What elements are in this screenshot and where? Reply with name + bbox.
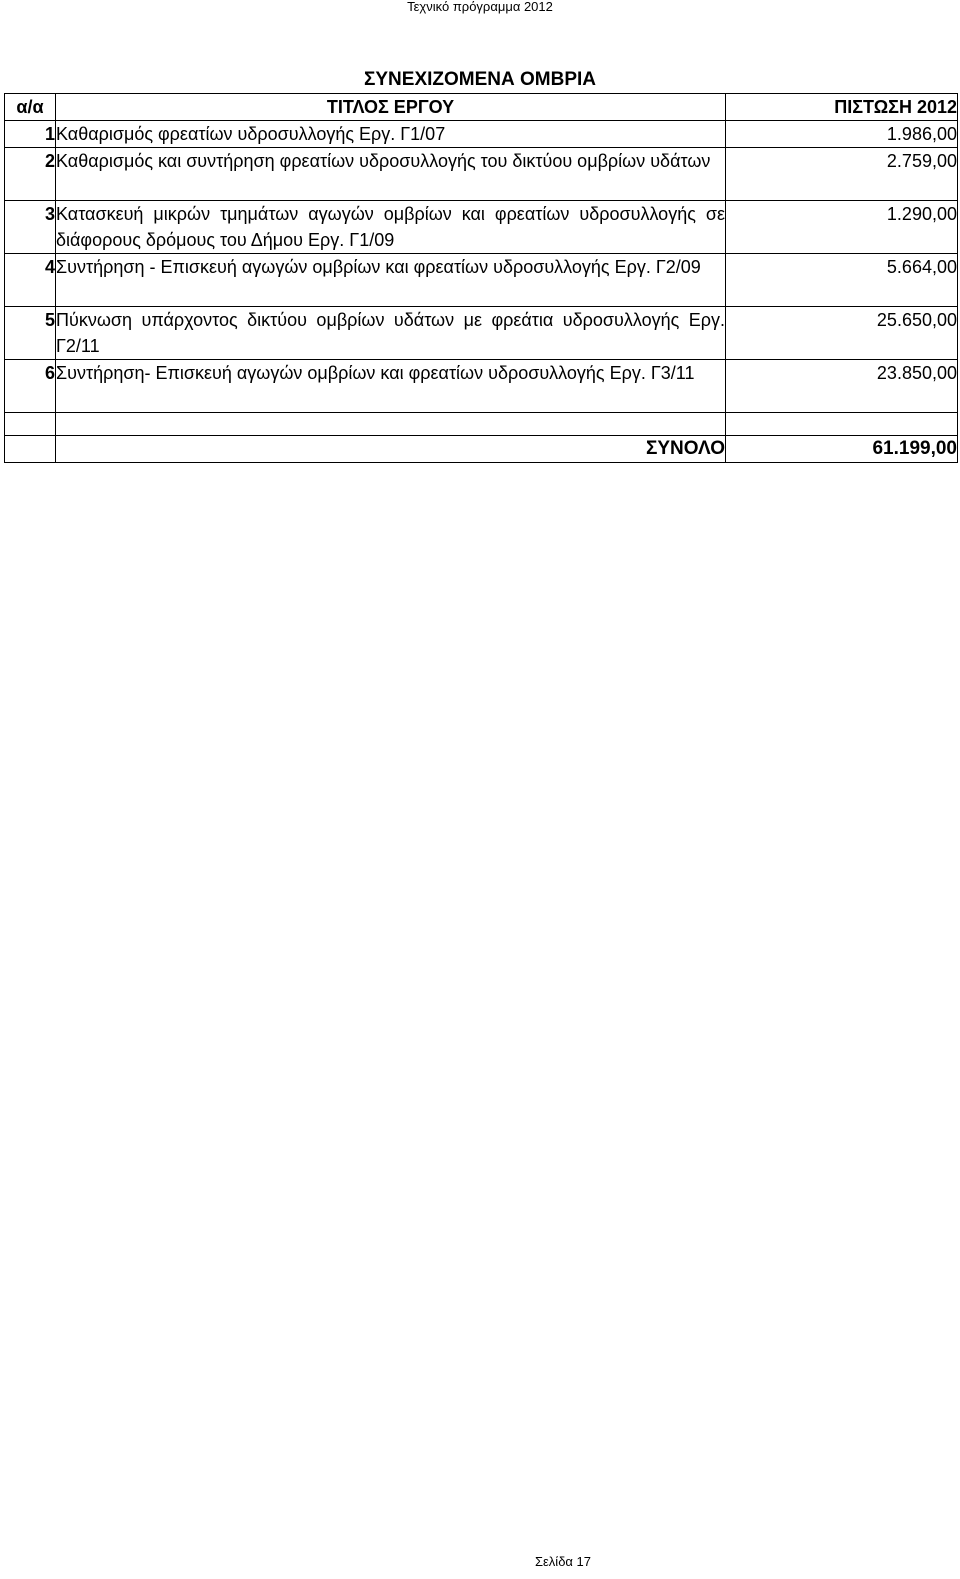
project-title: Συντήρηση - Επισκευή αγωγών ομβρίων και φρεατίων υδροσυλλογής Εργ. Γ2/09 <box>56 254 726 307</box>
empty-cell <box>5 413 56 436</box>
table-header-row <box>5 94 958 121</box>
row-number: 3 <box>5 201 56 254</box>
table-row <box>5 148 958 201</box>
works-table <box>4 93 958 463</box>
project-title: Συντήρηση- Επισκευή αγωγών ομβρίων και φρεατίων υδροσυλλογής Εργ. Γ3/11 <box>56 360 726 413</box>
project-credit: 1.986,00 <box>726 121 958 148</box>
row-number: 2 <box>5 148 56 201</box>
project-title: Πύκνωση υπάρχοντος δικτύου ομβρίων υδάτων με φρεάτια υδροσυλλογής Εργ. Γ2/11 <box>56 307 726 360</box>
empty-cell <box>726 413 958 436</box>
page-number: Σελίδα 17 <box>534 1554 592 1569</box>
column-header-credit: ΠΙΣΤΩΣΗ 2012 <box>726 94 958 121</box>
total-row <box>5 436 958 463</box>
row-number: 5 <box>5 307 56 360</box>
table-row <box>5 307 958 360</box>
total-label: ΣΥΝΟΛΟ <box>56 436 726 463</box>
column-header-aa: α/α <box>5 94 56 121</box>
empty-row <box>5 413 958 436</box>
project-credit: 5.664,00 <box>726 254 958 307</box>
empty-cell <box>5 436 56 463</box>
project-credit: 2.759,00 <box>726 148 958 201</box>
section-title: ΣΥΝΕΧΙΖΟΜΕΝΑ ΟΜΒΡΙΑ <box>363 69 597 90</box>
project-title: Κατασκευή μικρών τμημάτων αγωγών ομβρίων και φρεατίων υδροσυλλογής σε διάφορους δρόμους του Δήμου Εργ. Γ1/09 <box>56 201 726 254</box>
row-number: 1 <box>5 121 56 148</box>
table-row <box>5 254 958 307</box>
project-title: Καθαρισμός και συντήρηση φρεατίων υδροσυλλογής του δικτύου ομβρίων υδάτων <box>56 148 726 201</box>
row-number: 4 <box>5 254 56 307</box>
table-row <box>5 360 958 413</box>
table-row <box>5 121 958 148</box>
project-title: Καθαρισμός φρεατίων υδροσυλλογής Εργ. Γ1/07 <box>56 121 726 148</box>
table-row <box>5 201 958 254</box>
project-credit: 25.650,00 <box>726 307 958 360</box>
empty-cell <box>56 413 726 436</box>
page-header: Τεχνικό πρόγραμμα 2012 <box>407 0 553 14</box>
column-header-title: ΤΙΤΛΟΣ ΕΡΓΟΥ <box>56 94 726 121</box>
project-credit: 1.290,00 <box>726 201 958 254</box>
total-value: 61.199,00 <box>726 436 958 463</box>
row-number: 6 <box>5 360 56 413</box>
project-credit: 23.850,00 <box>726 360 958 413</box>
